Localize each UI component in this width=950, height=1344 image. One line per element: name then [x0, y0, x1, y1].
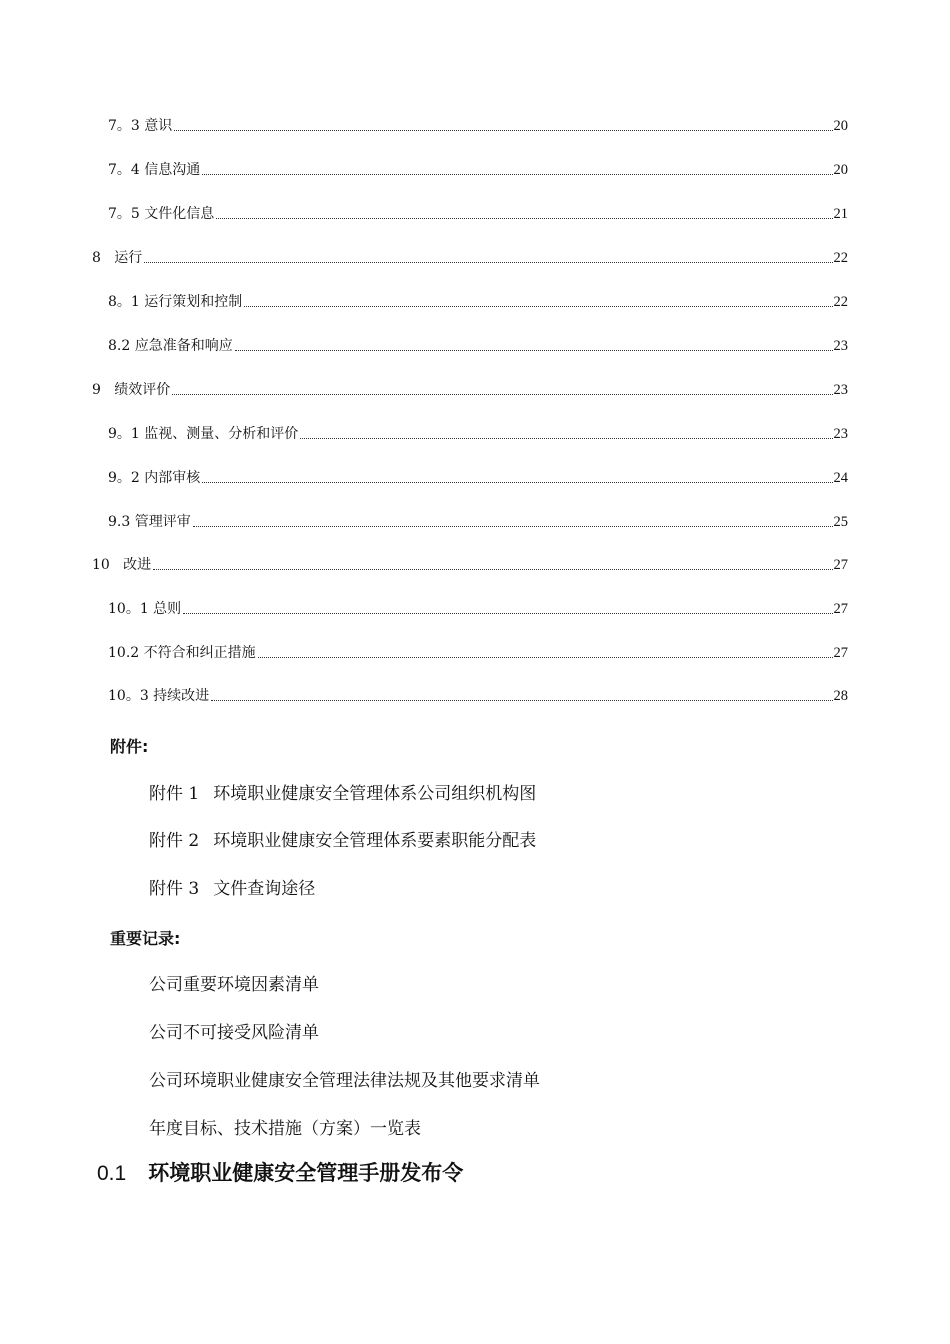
record-item: 公司不可接受风险清单 — [149, 1023, 319, 1043]
attachment-number: 附件 2 — [149, 831, 200, 851]
toc-entry-label: 7。3 意识 — [108, 118, 173, 134]
toc-entry[interactable] — [108, 464, 848, 486]
toc-entry-page: 27 — [833, 645, 848, 661]
toc-entry-label: 8.2 应急准备和响应 — [108, 338, 233, 354]
toc-entry[interactable] — [108, 682, 848, 704]
toc-entry-label: 10.2 不符合和纠正措施 — [108, 645, 256, 661]
toc-entry-page: 20 — [833, 162, 848, 178]
toc-leader-dots — [174, 129, 832, 131]
record-item: 公司环境职业健康安全管理法律法规及其他要求清单 — [149, 1071, 540, 1091]
attachments-heading: 附件: — [110, 737, 149, 756]
toc-entry-label: 10。3 持续改进 — [108, 688, 210, 704]
toc-entry-page: 21 — [833, 206, 848, 222]
toc-entry[interactable] — [108, 200, 848, 222]
section-title: 环境职业健康安全管理手册发布令 — [148, 1161, 464, 1185]
toc-entry[interactable] — [92, 551, 848, 573]
toc-entry-page: 28 — [833, 688, 848, 704]
attachment-item — [149, 878, 315, 900]
toc-entry-label: 9.3 管理评审 — [108, 514, 191, 530]
attachment-number: 附件 3 — [149, 879, 200, 899]
toc-entry[interactable] — [108, 156, 848, 178]
toc-leader-dots — [202, 173, 832, 175]
attachment-title: 文件查询途径 — [213, 879, 316, 899]
toc-entry-label: 7。4 信息沟通 — [108, 162, 201, 178]
toc-entry-page: 23 — [833, 426, 848, 442]
toc-leader-dots — [244, 305, 832, 307]
toc-leader-dots — [153, 568, 832, 570]
attachment-item — [149, 830, 536, 852]
toc-entry-page: 25 — [833, 514, 848, 530]
toc-entry[interactable] — [108, 508, 848, 530]
toc-leader-dots — [216, 217, 832, 219]
toc-entry-page: 20 — [833, 118, 848, 134]
toc-leader-dots — [300, 437, 832, 439]
toc-leader-dots — [202, 481, 832, 483]
records-heading: 重要记录: — [110, 929, 181, 948]
record-item: 年度目标、技术措施（方案）一览表 — [149, 1119, 421, 1139]
attachment-title: 环境职业健康安全管理体系公司组织机构图 — [213, 784, 537, 804]
toc-entry-page: 24 — [833, 470, 848, 486]
attachment-item — [149, 783, 536, 805]
record-item: 公司重要环境因素清单 — [149, 975, 319, 995]
toc-entry-label: 8。1 运行策划和控制 — [108, 294, 243, 310]
toc-entry-label: 9。2 内部审核 — [108, 470, 201, 486]
toc-entry-label: 7。5 文件化信息 — [108, 206, 215, 222]
section-number: 0.1 — [97, 1162, 127, 1185]
section-heading — [97, 1160, 463, 1187]
toc-entry-label: 9 绩效评价 — [92, 382, 171, 398]
toc-entry-page: 27 — [833, 557, 848, 573]
toc-leader-dots — [193, 525, 833, 527]
toc-entry-page: 23 — [833, 382, 848, 398]
toc-entry-label: 8 运行 — [92, 250, 143, 266]
toc-entry[interactable] — [108, 595, 848, 617]
toc-entry[interactable] — [92, 244, 848, 266]
toc-entry[interactable] — [108, 112, 848, 134]
toc-entry[interactable] — [92, 376, 848, 398]
toc-entry-label: 9。1 监视、测量、分析和评价 — [108, 426, 299, 442]
toc-entry-label: 10。1 总则 — [108, 601, 182, 617]
toc-leader-dots — [211, 699, 832, 701]
toc-entry-page: 22 — [833, 294, 848, 310]
attachment-number: 附件 1 — [149, 784, 200, 804]
toc-leader-dots — [183, 612, 832, 614]
toc-leader-dots — [172, 393, 832, 395]
attachment-title: 环境职业健康安全管理体系要素职能分配表 — [213, 831, 537, 851]
toc-entry-page: 27 — [833, 601, 848, 617]
toc-entry-page: 23 — [833, 338, 848, 354]
toc-leader-dots — [258, 656, 833, 658]
toc-leader-dots — [144, 261, 832, 263]
toc-entry-label: 10 改进 — [92, 557, 152, 573]
toc-leader-dots — [235, 349, 833, 351]
toc-entry[interactable] — [108, 332, 848, 354]
toc-entry[interactable] — [108, 420, 848, 442]
toc-entry[interactable] — [108, 639, 848, 661]
toc-entry-page: 22 — [833, 250, 848, 266]
toc-entry[interactable] — [108, 288, 848, 310]
